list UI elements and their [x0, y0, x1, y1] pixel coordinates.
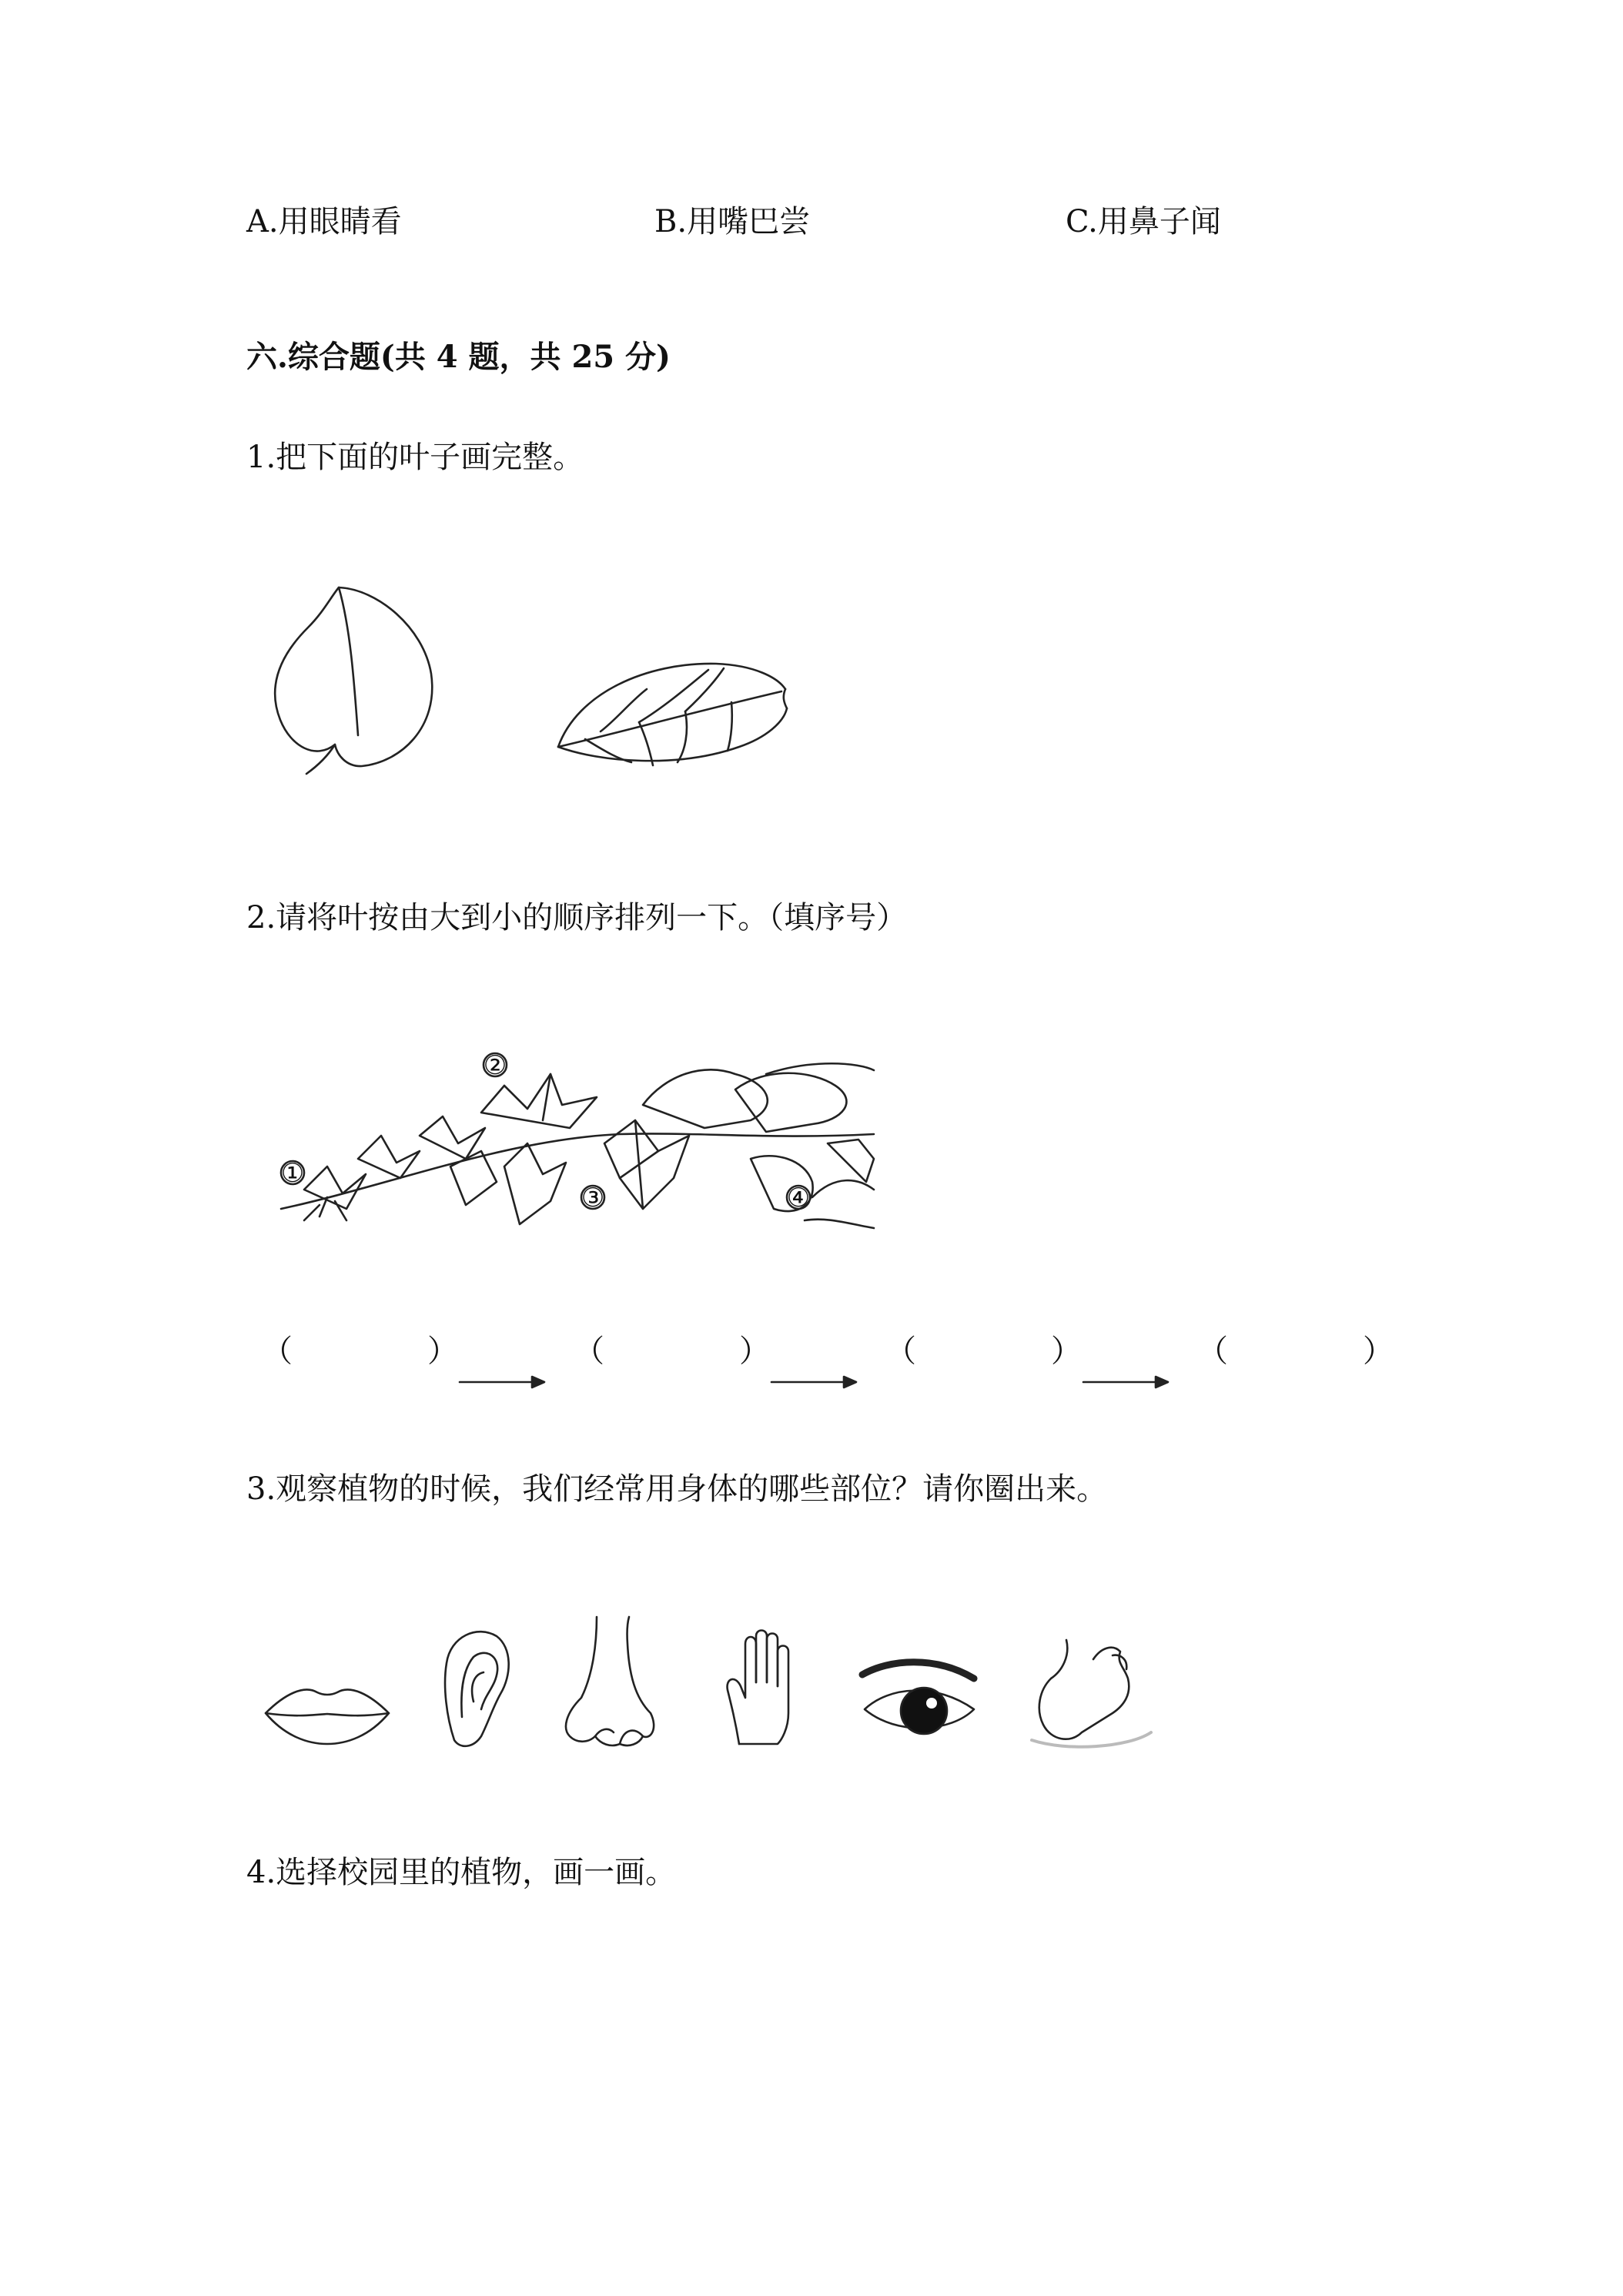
- nose-icon: [558, 1613, 662, 1755]
- label-4: ④: [786, 1183, 811, 1213]
- question-4: 4.选择校园里的植物，画一画。: [246, 1855, 677, 1890]
- question-1: 1.把下面的叶子画完整。: [246, 440, 584, 475]
- answer-close-1: ）: [427, 1334, 458, 1369]
- oval-leaf-icon: [554, 647, 793, 778]
- option-c: C.用鼻子闻: [1066, 204, 1221, 239]
- arrow-icon: [770, 1374, 862, 1390]
- ear-icon: [439, 1625, 516, 1752]
- label-3: ③: [581, 1183, 605, 1213]
- answer-open-2: （: [574, 1334, 604, 1369]
- hand-icon: [724, 1628, 808, 1752]
- option-b: B.用嘴巴尝: [654, 204, 811, 239]
- question-2: 2.请将叶按由大到小的顺序排列一下。（填序号）: [246, 900, 908, 935]
- heart-leaf-icon: [269, 581, 454, 782]
- vine-figure: [273, 1043, 882, 1236]
- label-1: ①: [280, 1158, 305, 1189]
- label-2: ②: [483, 1050, 507, 1081]
- answer-close-4: ）: [1363, 1334, 1394, 1369]
- eye-icon: [858, 1655, 982, 1752]
- answer-close-2: ）: [739, 1334, 770, 1369]
- arrow-icon: [1082, 1374, 1174, 1390]
- answer-open-1: （: [262, 1334, 293, 1369]
- answer-close-3: ）: [1051, 1334, 1082, 1369]
- foot-icon: [1028, 1632, 1159, 1752]
- mouth-icon: [262, 1678, 393, 1748]
- answer-open-4: （: [1197, 1334, 1228, 1369]
- answer-open-3: （: [885, 1334, 916, 1369]
- option-a: A.用眼睛看: [246, 204, 402, 239]
- arrow-icon: [458, 1374, 550, 1390]
- question-3: 3.观察植物的时候，我们经常用身体的哪些部位？请你圈出来。: [246, 1471, 1108, 1507]
- section-title: 六.综合题(共 4 题，共 25 分): [246, 339, 671, 375]
